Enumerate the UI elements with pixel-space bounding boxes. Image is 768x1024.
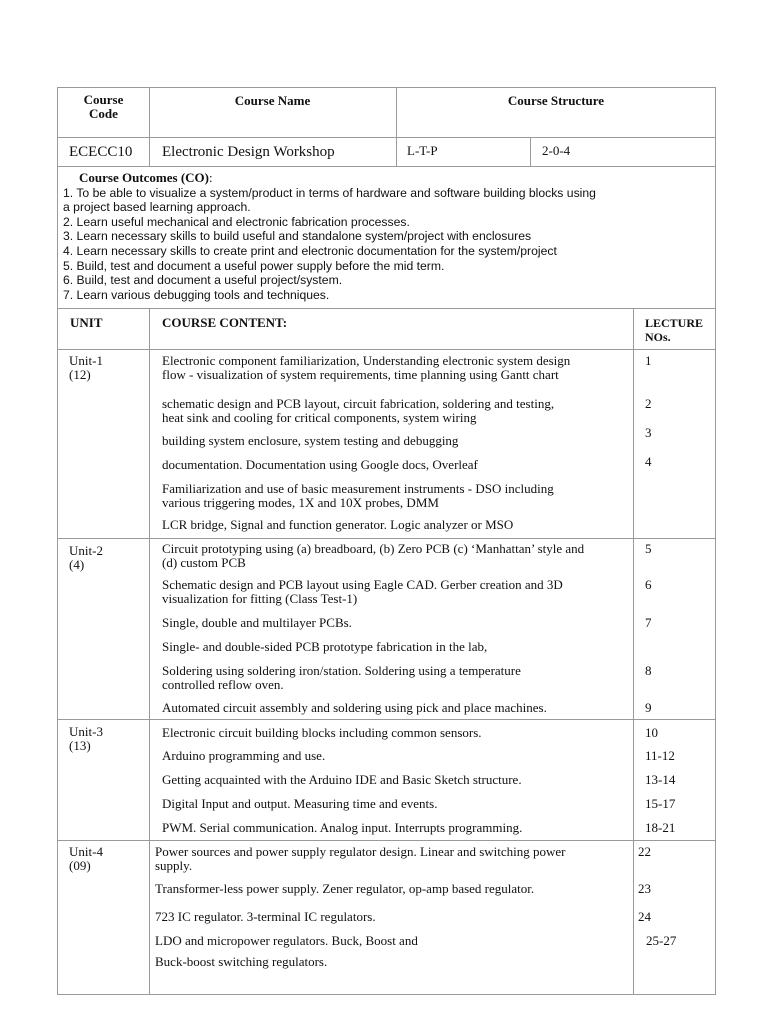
topic: Single, double and multilayer PCBs.: [162, 615, 352, 630]
ltp-value: 2-0-4: [542, 143, 571, 158]
outcome-item: 2. Learn useful mechanical and electronic fabrication processes.: [63, 214, 410, 229]
outcome-item: 4. Learn necessary skills to create print and electronic documentation for the system/project: [63, 243, 557, 258]
lecture-no: 7: [645, 615, 652, 630]
topic: documentation. Documentation using Google docs, Overleaf: [162, 457, 478, 472]
outcomes-colon: :: [208, 170, 213, 185]
course-structure-header: Course Structure: [507, 93, 605, 108]
topic: Electronic circuit building blocks including common sensors.: [162, 725, 482, 740]
unit-label: Unit-3 (13): [69, 724, 103, 753]
col-divider: [633, 308, 634, 995]
row-divider: [57, 308, 716, 309]
content-header: COURSE CONTENT:: [162, 315, 288, 330]
lecture-no: 2: [645, 396, 652, 411]
col-divider: [530, 137, 531, 167]
row-divider: [57, 840, 716, 841]
lecture-no: 23: [638, 881, 651, 896]
lecture-no: 8: [645, 663, 652, 678]
topic: Automated circuit assembly and soldering using pick and place machines.: [162, 700, 547, 715]
outcome-item: 5. Build, test and document a useful power supply before the mid term.: [63, 258, 445, 273]
topic: schematic design and PCB layout, circuit fabrication, soldering and testing, heat sink and cooling for critical components, system wiring: [162, 396, 555, 425]
course-name: Electronic Design Workshop: [162, 144, 335, 160]
lecture-no: 5: [645, 541, 652, 556]
unit-label: Unit-1 (12): [69, 353, 103, 382]
topic: Getting acquainted with the Arduino IDE and Basic Sketch structure.: [162, 772, 522, 787]
lecture-no: 9: [645, 700, 652, 715]
topic: Circuit prototyping using (a) breadboard, (b) Zero PCB (c) ‘Manhattan’ style and (d) custom PCB: [162, 541, 585, 570]
topic: Electronic component familiarization, Understanding electronic system design flow - visualization of system requirements, time planning using Gantt chart: [162, 353, 571, 382]
lecture-no: 6: [645, 577, 652, 592]
lecture-no: 11-12: [645, 748, 675, 763]
unit-label: Unit-4 (09): [69, 844, 103, 873]
outcome-item: 3. Learn necessary skills to build useful and standalone system/project with enclosures: [63, 229, 532, 244]
topic: building system enclosure, system testing and debugging: [162, 433, 459, 448]
outcome-item: 6. Build, test and document a useful project/system.: [63, 273, 343, 288]
topic: Soldering using soldering iron/station. Soldering using a temperature controlled reflow oven.: [162, 663, 521, 692]
row-divider: [57, 166, 716, 167]
topic: LCR bridge, Signal and function generator. Logic analyzer or MSO: [162, 517, 514, 532]
course-code: ECECC10: [69, 144, 133, 160]
topic: Schematic design and PCB layout using Eagle CAD. Gerber creation and 3D visualization for fitting (Class Test-1): [162, 577, 563, 606]
topic: Buck-boost switching regulators.: [155, 954, 328, 969]
course-name-header: Course Name: [234, 93, 311, 108]
lecture-no: 3: [645, 425, 652, 440]
lecture-header: LECTURE NOs.: [645, 316, 704, 344]
lecture-no: 10: [645, 725, 658, 740]
lecture-no: 24: [638, 909, 651, 924]
outcome-item: a project based learning approach.: [63, 200, 251, 215]
topic: Power sources and power supply regulator design. Linear and switching power supply.: [155, 844, 566, 873]
outcomes-title: Course Outcomes (CO): [79, 170, 209, 185]
topic: Arduino programming and use.: [162, 748, 326, 763]
course-code-header: Course Code: [83, 92, 124, 121]
topic: 723 IC regulator. 3-terminal IC regulators.: [155, 909, 376, 924]
topic: Single- and double-sided PCB prototype fabrication in the lab,: [162, 639, 488, 654]
outcome-item: 7. Learn various debugging tools and techniques.: [63, 287, 330, 302]
outcome-item: 1. To be able to visualize a system/product in terms of hardware and software building blocks using: [63, 185, 596, 200]
table-border-top: [57, 87, 716, 88]
ltp-label: L-T-P: [407, 143, 438, 158]
lecture-no: 1: [645, 353, 652, 368]
lecture-no: 15-17: [645, 796, 676, 811]
row-divider: [57, 719, 716, 720]
lecture-no: 18-21: [645, 820, 676, 835]
topic: Transformer-less power supply. Zener regulator, op-amp based regulator.: [155, 881, 535, 896]
lecture-no: 25-27: [646, 933, 677, 948]
row-divider: [57, 349, 716, 350]
row-divider: [57, 137, 716, 138]
lecture-no: 13-14: [645, 772, 676, 787]
unit-header: UNIT: [70, 315, 103, 330]
topic: Familiarization and use of basic measurement instruments - DSO including various triggering modes, 1X and 10X probes, DMM: [162, 481, 554, 510]
row-divider: [57, 538, 716, 539]
table-border-bottom: [57, 994, 716, 995]
topic: Digital Input and output. Measuring time and events.: [162, 796, 438, 811]
topic: PWM. Serial communication. Analog input. Interrupts programming.: [162, 820, 523, 835]
lecture-no: 4: [645, 454, 652, 469]
col-divider: [149, 308, 150, 995]
course-outcomes: [63, 171, 713, 302]
table-border-left: [57, 87, 58, 995]
table-border-right: [715, 87, 716, 995]
topic: LDO and micropower regulators. Buck, Boost and: [155, 933, 418, 948]
lecture-no: 22: [638, 844, 651, 859]
unit-label: Unit-2 (4): [69, 543, 103, 572]
